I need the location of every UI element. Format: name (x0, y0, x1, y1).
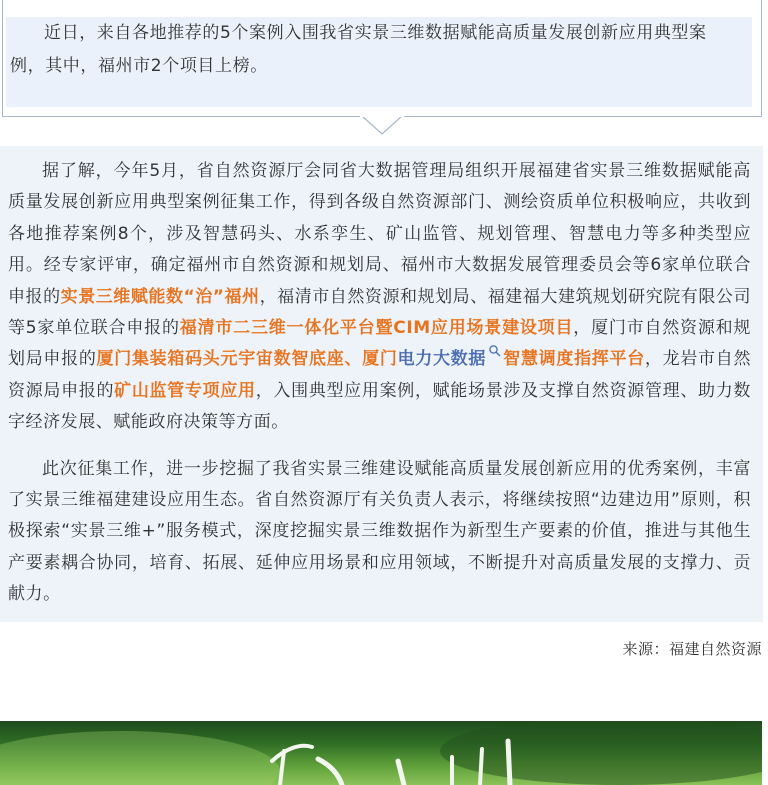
power-bigdata-link[interactable]: 电力大数据 (397, 349, 487, 370)
highlight-xiamen-project-b: 智慧调度指挥平台 (503, 349, 645, 370)
paragraph-1-text-d: ，龙岩市自然资源局申报的 (8, 349, 752, 401)
search-icon[interactable] (488, 344, 502, 358)
paragraph-1-text-c: ，厦门市自然资源和规划局申报的 (8, 318, 751, 370)
paragraph-1-text-b: ，福清市自然资源和规划局、福建福大建筑规划研究院有限公司等5家单位联合申报的 (8, 286, 752, 339)
paragraph-2: 此次征集工作，进一步挖掘了我省实景三维建设赋能高质量发展创新应用的优秀案例，丰富了实景三维福建建设应用生态。省自然资源厅有关负责人表示，将继续按照“边建边用”原则，积极探索“实景三维+”服务模式，深度挖掘实景三维数据作为新型生产要素的价值，推进与其他生产要素耦合协同，培育、拓展、延伸应用场景和应用领域，不断提升对高质量发展的支撑力、贡献力。 (8, 458, 751, 605)
paragraph-1 (8, 156, 751, 439)
highlight-longyan-project: 矿山监管专项应用 (114, 380, 256, 401)
paragraph-1-text-e: ，入围典型应用案例，赋能场景涉及支撑自然资源管理、助力数字经济发展、赋能政府决策等方面。 (8, 380, 751, 433)
paragraph-1-text-a: 据了解，今年5月，省自然资源厅会同省大数据管理局组织开展福建省实景三维数据赋能高质量发展创新应用典型案例征集工作，得到各级自然资源部门、测绘资质单位积极响应，共收到各地推荐案例8个，涉及智慧码头、水系孪生、矿山监管、规划管理、智慧电力等多种类型应用。经专家评审，确定福州市自然资源和规划局、福州市大数据发展管理委员会等6家单位联合申报的 (8, 161, 751, 307)
banner-image (0, 721, 762, 785)
highlight-fuqing-project: 福清市二三维一体化平台暨CIM应用场景建设项目 (179, 318, 574, 339)
banner-calligraphy (0, 721, 762, 785)
highlight-fuzhou-project: 实景三维赋能数“治”福州 (60, 286, 260, 307)
intro-text: 近日，来自各地推荐的5个案例入围我省实景三维数据赋能高质量发展创新应用典型案例，其中，福州市2个项目上榜。 (10, 23, 707, 76)
article-body (0, 146, 763, 622)
intro-box (6, 17, 752, 107)
highlight-xiamen-project: 厦门集装箱码头元宇宙数智底座、厦门 (96, 349, 398, 370)
callout-pointer (360, 114, 404, 136)
source-credit: 来源：福建自然资源 (622, 640, 762, 658)
